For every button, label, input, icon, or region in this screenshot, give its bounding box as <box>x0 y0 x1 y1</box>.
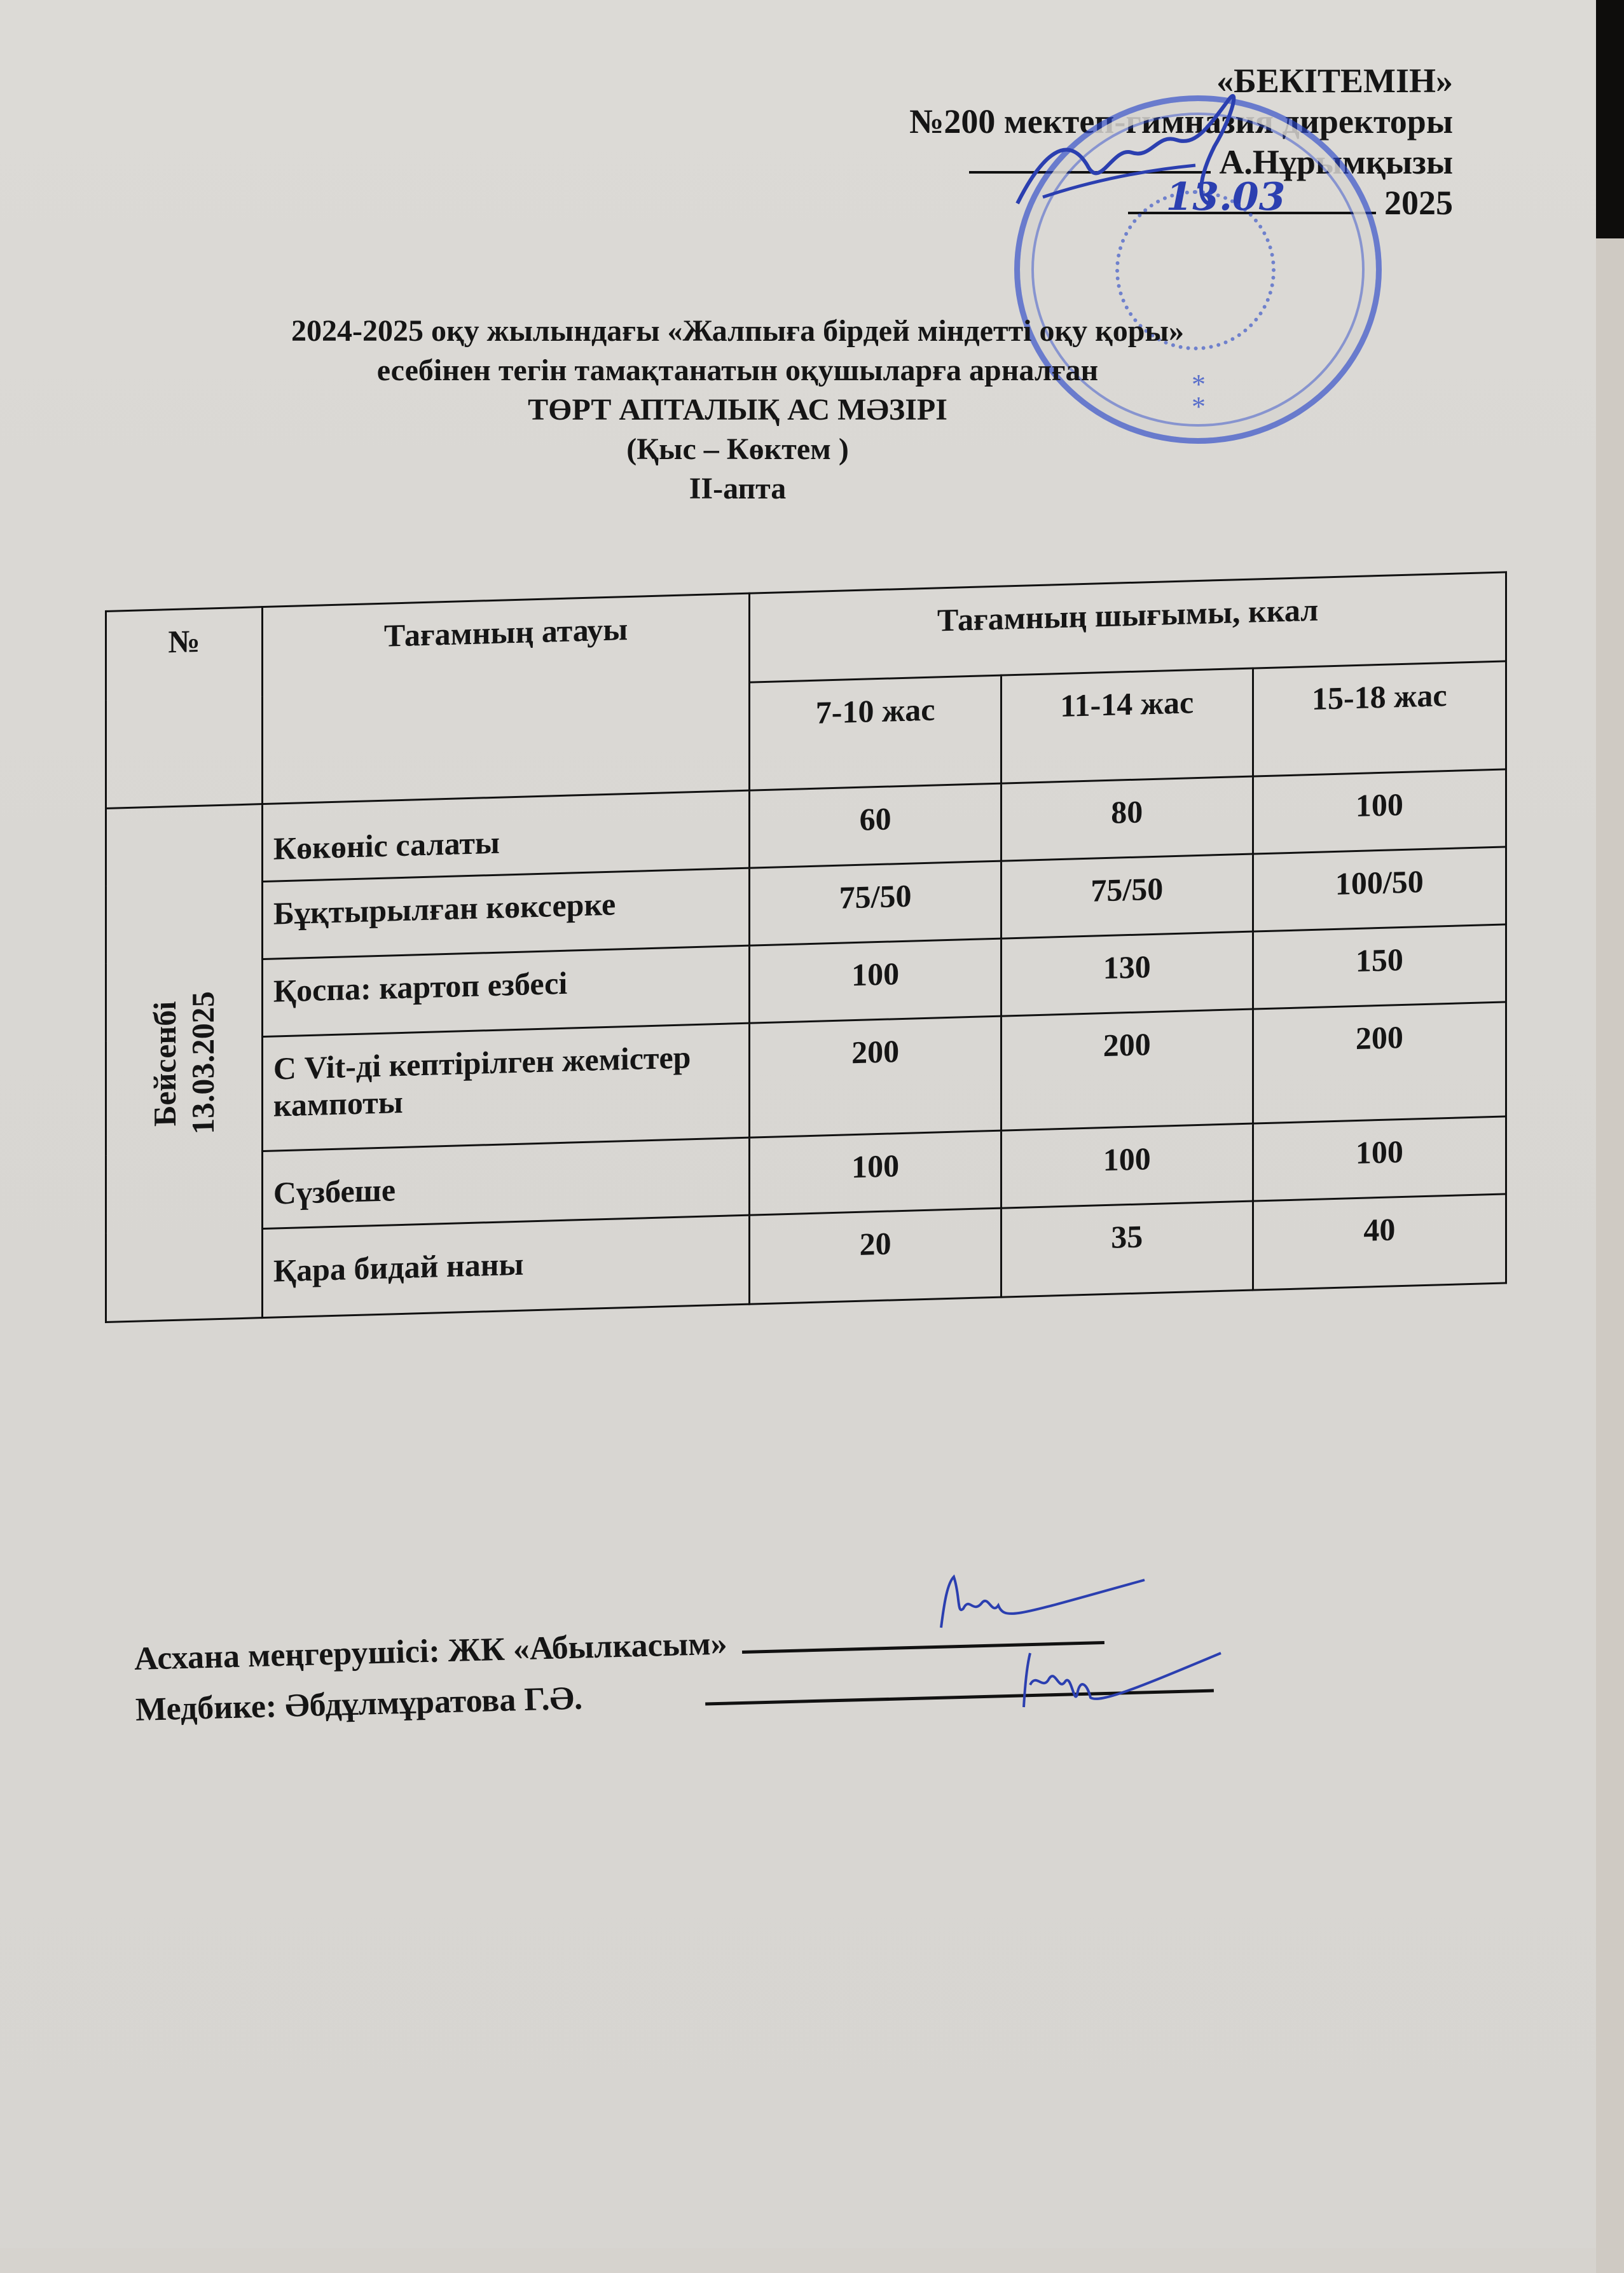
title-line-2: есебінен тегін тамақтанатын оқушыларға арналған <box>376 354 1099 387</box>
dish-name: Қара бидай наны <box>262 1215 749 1317</box>
day-cell <box>106 804 263 1322</box>
background-surface <box>1596 238 1624 2273</box>
value-11-14: 100 <box>1001 1123 1253 1208</box>
day-label <box>146 991 222 1136</box>
value-15-18: 100 <box>1253 1116 1506 1201</box>
approval-name: А.Нұрымқызы <box>1219 143 1453 181</box>
header-number: № <box>106 607 263 809</box>
value-15-18: 40 <box>1253 1194 1506 1290</box>
value-15-18: 150 <box>1253 924 1506 1009</box>
canteen-signature-icon <box>935 1570 1151 1640</box>
header-yield: Тағамның шығымы, ккал <box>750 572 1506 682</box>
dish-name: Сүзбеше <box>262 1137 749 1228</box>
title-line-3: ТӨРТ АПТАЛЫҚ АС МӘЗІРІ <box>528 393 947 427</box>
title-line-1: 2024-2025 оқу жылындағы «Жалпыға бірдей міндетті оқу қоры» <box>291 314 1184 348</box>
dish-name: Бұқтырылған көксерке <box>262 868 749 959</box>
menu-table <box>105 571 1507 1323</box>
approval-year: 2025 <box>1384 184 1453 222</box>
nurse-label: Медбике: Әбдұлмұратова Г.Ә. <box>135 1680 583 1728</box>
document-title <box>165 312 1310 509</box>
value-11-14: 75/50 <box>1001 854 1253 938</box>
value-15-18: 100/50 <box>1253 847 1506 931</box>
value-7-10: 200 <box>750 1016 1001 1137</box>
title-line-4: (Қыс – Көктем ) <box>626 432 849 466</box>
handwritten-date: 13.03 <box>1166 175 1286 219</box>
weekday: Бейсенбі <box>147 1000 183 1127</box>
value-11-14: 80 <box>1001 776 1253 861</box>
value-15-18: 100 <box>1253 769 1506 854</box>
header-age-15-18: 15-18 жас <box>1253 661 1506 776</box>
director-signature-icon <box>1005 76 1272 223</box>
value-7-10: 60 <box>750 783 1001 868</box>
dish-name: Көкөніс салаты <box>262 790 749 881</box>
header-dish-name: Тағамның атауы <box>262 593 749 804</box>
day-date: 13.03.2025 <box>185 990 221 1135</box>
stamp-star-icon: * <box>1192 391 1206 422</box>
value-7-10: 100 <box>750 938 1001 1023</box>
dish-name: Қоспа: картоп езбесі <box>262 945 749 1036</box>
value-11-14: 200 <box>1001 1009 1253 1130</box>
approval-heading: «БЕКІТЕМІН» <box>1216 62 1453 100</box>
nurse-signature-icon <box>1017 1647 1227 1717</box>
background-dark <box>1593 0 1624 238</box>
header-age-11-14: 11-14 жас <box>1001 668 1253 783</box>
stamp-star-icon: * <box>1192 369 1206 400</box>
value-7-10: 75/50 <box>750 861 1001 945</box>
value-7-10: 20 <box>750 1208 1001 1304</box>
value-15-18: 200 <box>1253 1002 1506 1123</box>
value-11-14: 130 <box>1001 931 1253 1016</box>
canteen-manager-label: Асхана меңгерушісі: ЖК «Абылкасым» <box>134 1625 728 1677</box>
week-label: ІІ-апта <box>689 472 787 505</box>
value-7-10: 100 <box>750 1130 1001 1215</box>
header-age-7-10: 7-10 жас <box>750 675 1001 790</box>
dish-name: С Vit-ді кептірілген жемістер кампоты <box>262 1023 749 1151</box>
approval-position: №200 мектеп-гимназия директоры <box>909 102 1453 141</box>
value-11-14: 35 <box>1001 1201 1253 1297</box>
